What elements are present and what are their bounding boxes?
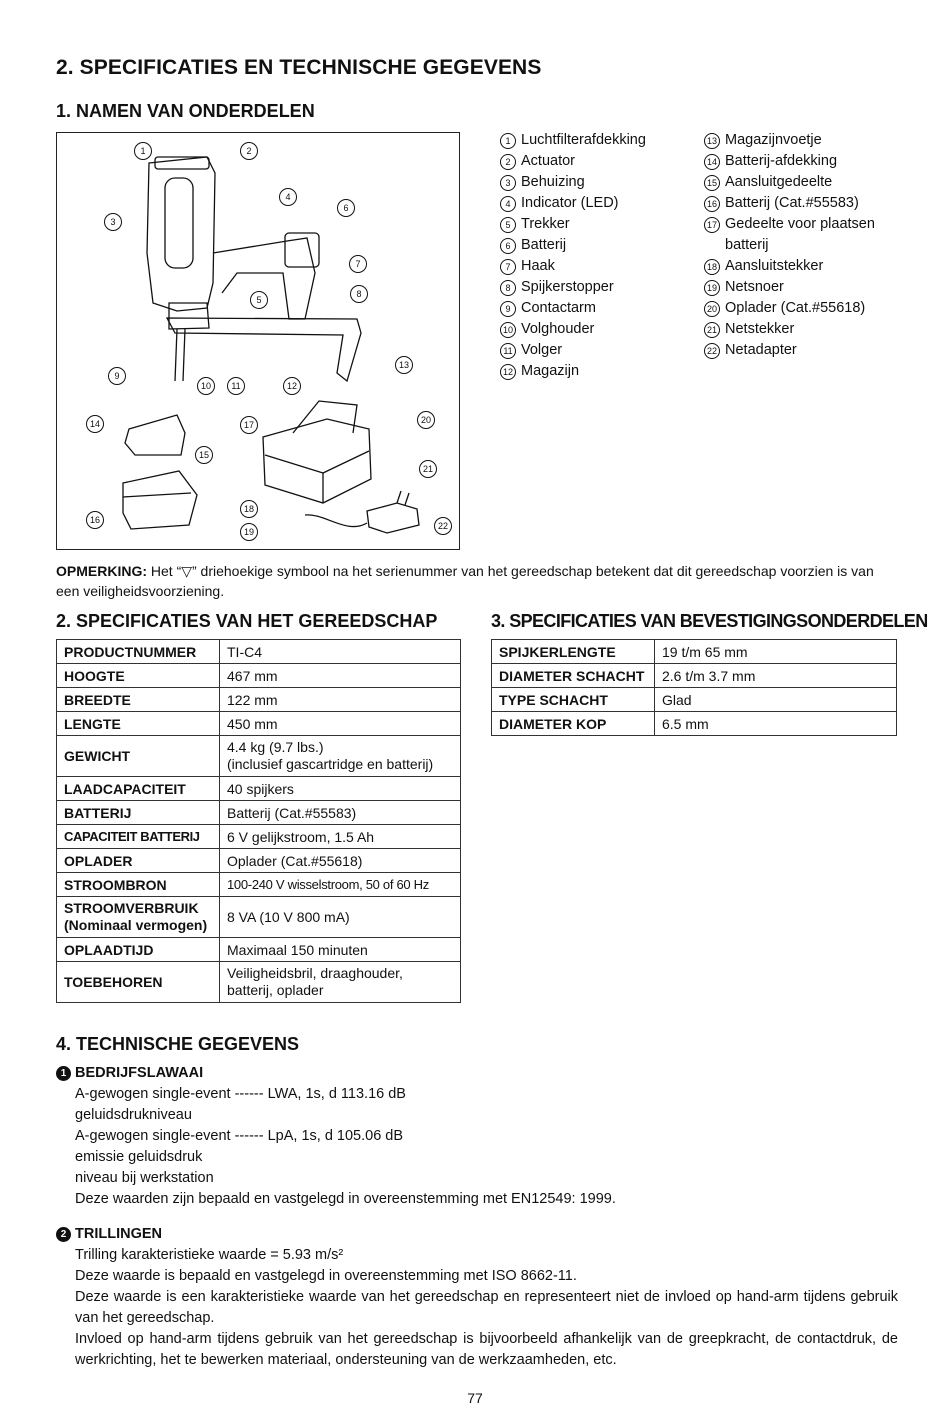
spec-key-text: DIAMETER KOP xyxy=(499,715,607,732)
noise-title: BEDRIJFSLAWAAI xyxy=(75,1065,204,1081)
part-item xyxy=(704,214,904,256)
spec-value-text: 6 V gelijkstroom, 1.5 Ah xyxy=(227,828,375,845)
part-number-icon: 12 xyxy=(500,364,516,380)
callout-12: 12 xyxy=(283,377,301,395)
spec-value-text: 450 mm xyxy=(227,715,278,732)
spec-row xyxy=(57,938,461,962)
spec-value xyxy=(220,849,461,873)
spec-value-text: Veiligheidsbril, draaghouder, xyxy=(227,965,403,981)
tool-spec-table xyxy=(56,639,461,1003)
part-label: Aansluitgedeelte xyxy=(725,174,833,190)
part-label: Spijkerstopper xyxy=(521,279,614,295)
part-label: Magazijnvoetje xyxy=(725,132,822,148)
part-number-icon: 8 xyxy=(500,280,516,296)
callout-18: 18 xyxy=(240,500,258,518)
callout-22: 22 xyxy=(434,517,452,535)
callout-8: 8 xyxy=(350,285,368,303)
part-label: Netsnoer xyxy=(725,279,784,295)
tech-line: A-gewogen single-event ------ LpA, 1s, d 105.06 dB xyxy=(75,1128,404,1144)
part-label: Haak xyxy=(521,258,555,274)
part-label: Actuator xyxy=(521,153,575,169)
spec-row xyxy=(57,873,461,897)
spec-key-text: DIAMETER SCHACHT xyxy=(499,667,645,684)
callout-16: 16 xyxy=(86,511,104,529)
part-label: Volger xyxy=(521,342,563,358)
spec-row xyxy=(57,640,461,664)
spec-key-text: TYPE SCHACHT xyxy=(499,691,608,708)
part-number-icon: 5 xyxy=(500,217,516,233)
spec-value xyxy=(220,640,461,664)
spec-key-text: HOOGTE xyxy=(64,667,125,684)
tech-line: Invloed op hand-arm tijdens gebruik van het gereedschap is bijvoorbeeld afhankelijk van de greepkracht, de contactdruk, de werkrichting, het te bewerken materiaal, ondersteuning van de werkzaamheden, etc. xyxy=(75,1331,898,1368)
part-item xyxy=(704,298,904,319)
section-title-technical-data: 4. TECHNISCHE GEGEVENS xyxy=(56,1034,300,1054)
spec-key xyxy=(57,777,220,801)
part-number-icon: 18 xyxy=(704,259,720,275)
spec-row xyxy=(57,712,461,736)
part-number-icon: 9 xyxy=(500,301,516,317)
spec-row xyxy=(492,664,897,688)
spec-value xyxy=(655,688,897,712)
spec-value xyxy=(220,736,461,777)
spec-key-text: STROOMBRON xyxy=(64,876,167,893)
noise-section xyxy=(56,1063,898,1210)
spec-key-subtext: (Nominaal vermogen) xyxy=(64,917,208,933)
part-number-icon: 10 xyxy=(500,322,516,338)
spec-key-text: BREEDTE xyxy=(64,691,131,708)
spec-value-text: 122 mm xyxy=(227,691,278,708)
spec-value-text: 6.5 mm xyxy=(662,715,709,732)
spec-value xyxy=(220,801,461,825)
nailer-illustration xyxy=(57,133,459,549)
part-item xyxy=(704,277,904,298)
tech-line: niveau bij werkstation xyxy=(75,1170,214,1186)
callout-21: 21 xyxy=(419,460,437,478)
spec-value xyxy=(220,938,461,962)
spec-key-text: BATTERIJ xyxy=(64,804,132,821)
tech-line: Deze waarde is een karakteristieke waarde van het gereedschap en representeert niet de invloed op hand-arm tijdens gebruik van het gereedschap. xyxy=(75,1289,898,1326)
spec-value-text: 19 t/m 65 mm xyxy=(662,643,748,660)
spec-key xyxy=(57,873,220,897)
part-number-icon: 20 xyxy=(704,301,720,317)
spec-key-text: SPIJKERLENGTE xyxy=(499,643,616,660)
fastener-spec-table xyxy=(491,639,897,736)
spec-value xyxy=(655,664,897,688)
part-item xyxy=(704,319,904,340)
tech-line: Trilling karakteristieke waarde = 5.93 m/s² xyxy=(75,1247,344,1263)
spec-value xyxy=(220,712,461,736)
tech-line: A-gewogen single-event ------ LWA, 1s, d 113.16 dB xyxy=(75,1086,406,1102)
part-number-icon: 6 xyxy=(500,238,516,254)
callout-13: 13 xyxy=(395,356,413,374)
spec-value-text: 8 VA (10 V 800 mA) xyxy=(227,908,350,925)
spec-key xyxy=(492,712,655,736)
spec-row xyxy=(492,688,897,712)
spec-row xyxy=(57,736,461,777)
spec-key-text: TOEBEHOREN xyxy=(64,973,163,990)
spec-key xyxy=(57,897,220,938)
part-label: Behuizing xyxy=(521,174,585,190)
spec-value-text: 40 spijkers xyxy=(227,780,294,797)
part-label: Batterij (Cat.#55583) xyxy=(725,195,859,211)
part-number-icon: 4 xyxy=(500,196,516,212)
spec-row xyxy=(57,664,461,688)
spec-value-subtext: batterij, oplader xyxy=(227,982,324,998)
part-label: Luchtfilterafdekking xyxy=(521,132,646,148)
part-label: Trekker xyxy=(521,216,570,232)
spec-row xyxy=(57,801,461,825)
callout-11: 11 xyxy=(227,377,245,395)
spec-key xyxy=(57,825,220,849)
part-label: Netadapter xyxy=(725,342,797,358)
part-label: Batterij-afdekking xyxy=(725,153,838,169)
callout-10: 10 xyxy=(197,377,215,395)
callout-3: 3 xyxy=(104,213,122,231)
section-title-part-names: 1. NAMEN VAN ONDERDELEN xyxy=(56,101,315,121)
spec-key xyxy=(57,712,220,736)
part-number-icon: 14 xyxy=(704,154,720,170)
part-item xyxy=(500,277,700,298)
bullet-2-icon: 2 xyxy=(56,1227,71,1242)
parts-list-col1 xyxy=(500,130,700,382)
spec-value-text: 2.6 t/m 3.7 mm xyxy=(662,667,756,684)
spec-key xyxy=(57,801,220,825)
spec-key xyxy=(492,664,655,688)
spec-value xyxy=(220,897,461,938)
callout-5: 5 xyxy=(250,291,268,309)
spec-value xyxy=(220,873,461,897)
spec-key xyxy=(57,962,220,1003)
spec-value-text: TI-C4 xyxy=(227,643,262,660)
spec-key-text: PRODUCTNUMMER xyxy=(64,643,197,660)
spec-value-text: Batterij (Cat.#55583) xyxy=(227,804,357,821)
spec-value xyxy=(220,664,461,688)
spec-value-text: 4.4 kg (9.7 lbs.) xyxy=(227,739,324,755)
callout-19: 19 xyxy=(240,523,258,541)
part-label: Netstekker xyxy=(725,321,795,337)
part-number-icon: 7 xyxy=(500,259,516,275)
spec-key-text: OPLAADTIJD xyxy=(64,941,154,958)
part-number-icon: 1 xyxy=(500,133,516,149)
spec-key xyxy=(57,664,220,688)
callout-17: 17 xyxy=(240,416,258,434)
part-item xyxy=(704,172,904,193)
spec-value-text: 467 mm xyxy=(227,667,278,684)
spec-key xyxy=(57,736,220,777)
parts-list-col2 xyxy=(704,130,904,361)
part-label: Contactarm xyxy=(521,300,596,316)
callout-15: 15 xyxy=(195,446,213,464)
part-item xyxy=(500,193,700,214)
part-label: Gedeelte voor plaatsen batterij xyxy=(725,216,875,253)
spec-key-text: LENGTE xyxy=(64,715,121,732)
spec-key-text: OPLADER xyxy=(64,852,133,869)
spec-row xyxy=(57,777,461,801)
spec-row xyxy=(57,849,461,873)
part-item xyxy=(500,256,700,277)
spec-value-text: Glad xyxy=(662,691,692,708)
part-number-icon: 3 xyxy=(500,175,516,191)
part-label: Magazijn xyxy=(521,363,580,379)
spec-value-text: 100-240 V wisselstroom, 50 of 60 Hz xyxy=(227,877,429,892)
tech-line: emissie geluidsdruk xyxy=(75,1149,203,1165)
spec-row xyxy=(492,640,897,664)
part-label: Oplader (Cat.#55618) xyxy=(725,300,866,316)
part-item xyxy=(704,256,904,277)
callout-7: 7 xyxy=(349,255,367,273)
vibration-title: TRILLINGEN xyxy=(75,1226,162,1242)
spec-value-text: Maximaal 150 minuten xyxy=(227,941,368,958)
part-item xyxy=(500,340,700,361)
note-text: Het “▽” driehoekige symbool na het serienummer van het gereedschap betekent dat dit gereedschap voorzien is van een veiligheidsvoorziening. xyxy=(56,563,874,599)
part-label: Volghouder xyxy=(521,321,595,337)
part-item xyxy=(500,298,700,319)
part-item xyxy=(500,361,700,382)
spec-key-text: STROOMVERBRUIK xyxy=(64,900,199,916)
spec-row xyxy=(57,962,461,1003)
tech-line: Deze waarden zijn bepaald en vastgelegd in overeenstemming met EN12549: 1999. xyxy=(75,1191,616,1207)
part-item xyxy=(500,214,700,235)
callout-1: 1 xyxy=(134,142,152,160)
spec-value xyxy=(220,962,461,1003)
spec-value xyxy=(220,688,461,712)
part-number-icon: 2 xyxy=(500,154,516,170)
part-label: Aansluitstekker xyxy=(725,258,824,274)
spec-row xyxy=(57,825,461,849)
part-number-icon: 19 xyxy=(704,280,720,296)
spec-key-text: GEWICHT xyxy=(64,747,131,764)
vibration-section xyxy=(56,1224,898,1371)
part-label: Indicator (LED) xyxy=(521,195,619,211)
page-title: 2. SPECIFICATIES EN TECHNISCHE GEGEVENS xyxy=(56,56,542,79)
part-label: Batterij xyxy=(521,237,567,253)
section-title-fastener-specs: 3. SPECIFICATIES VAN BEVESTIGINGSONDERDELEN xyxy=(491,611,928,631)
spec-key xyxy=(57,688,220,712)
part-item xyxy=(704,193,904,214)
spec-value xyxy=(655,640,897,664)
part-item xyxy=(704,130,904,151)
spec-value xyxy=(220,825,461,849)
part-number-icon: 11 xyxy=(500,343,516,359)
spec-key xyxy=(492,688,655,712)
part-number-icon: 21 xyxy=(704,322,720,338)
spec-key xyxy=(57,849,220,873)
note-label: OPMERKING: xyxy=(56,563,147,579)
part-number-icon: 13 xyxy=(704,133,720,149)
spec-key-text: LAADCAPACITEIT xyxy=(64,780,186,797)
spec-value xyxy=(655,712,897,736)
part-item xyxy=(704,340,904,361)
callout-2: 2 xyxy=(240,142,258,160)
parts-diagram xyxy=(56,132,460,550)
spec-row xyxy=(57,688,461,712)
tech-line: Deze waarde is bepaald en vastgelegd in overeenstemming met ISO 8662-11. xyxy=(75,1268,577,1284)
part-item xyxy=(704,151,904,172)
part-item xyxy=(500,319,700,340)
callout-4: 4 xyxy=(279,188,297,206)
part-item xyxy=(500,235,700,256)
page-number: 77 xyxy=(467,1390,483,1406)
callout-6: 6 xyxy=(337,199,355,217)
spec-value xyxy=(220,777,461,801)
bullet-1-icon: 1 xyxy=(56,1066,71,1081)
spec-key-text: CAPACITEIT BATTERIJ xyxy=(64,829,200,844)
callout-14: 14 xyxy=(86,415,104,433)
spec-row xyxy=(492,712,897,736)
spec-key xyxy=(57,938,220,962)
part-number-icon: 17 xyxy=(704,217,720,233)
tech-line: geluidsdrukniveau xyxy=(75,1107,192,1123)
spec-key xyxy=(492,640,655,664)
note xyxy=(56,561,898,601)
spec-value-subtext: (inclusief gascartridge en batterij) xyxy=(227,756,434,772)
part-number-icon: 16 xyxy=(704,196,720,212)
spec-key xyxy=(57,640,220,664)
callout-20: 20 xyxy=(417,411,435,429)
part-item xyxy=(500,172,700,193)
callout-9: 9 xyxy=(108,367,126,385)
part-item xyxy=(500,151,700,172)
part-number-icon: 22 xyxy=(704,343,720,359)
spec-row xyxy=(57,897,461,938)
part-number-icon: 15 xyxy=(704,175,720,191)
part-item xyxy=(500,130,700,151)
section-title-tool-specs: 2. SPECIFICATIES VAN HET GEREEDSCHAP xyxy=(56,611,438,631)
spec-value-text: Oplader (Cat.#55618) xyxy=(227,852,363,869)
